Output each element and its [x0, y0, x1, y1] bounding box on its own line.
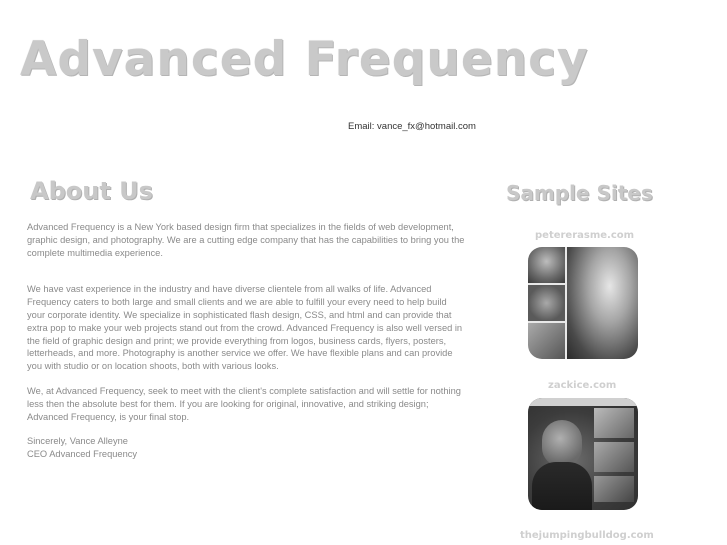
about-heading: About Us [30, 177, 153, 205]
about-content [27, 221, 467, 461]
sample-site-thumbnail-zackice[interactable] [528, 398, 638, 510]
thumbnail-photo [528, 247, 565, 283]
about-paragraph-2: We have vast experience in the industry and have diverse clientele from all walks of life. Advanced Frequency caters to both large and small clients and we are able to fulfill your every need to help build your corporate identity. We specialize in sophisticated flash design, CSS, and html and can provide that extra pop to make your web projects stand out from the crowd. Advanced Frequency is also well versed in the field of graphic design and print; we provide everything from logos, business cards, flyers, posters, letterheads, and more. Photography is another service we offer. We have flexible plans and can provide you with studio or on location shoots, both with various looks. [27, 284, 463, 372]
sample-site-link-petererasme[interactable]: petererasme.com [535, 230, 635, 241]
site-logo[interactable]: Advanced Frequency [20, 32, 589, 87]
sample-site-link-zackice[interactable]: zackice.com [548, 380, 617, 391]
signoff-title: CEO Advanced Frequency [27, 449, 138, 460]
thumbnail-photo [594, 408, 634, 438]
sample-site-thumbnail-petererasme[interactable] [528, 247, 638, 359]
sample-sites-heading: Sample Sites [506, 181, 653, 205]
about-paragraph-1: Advanced Frequency is a New York based design firm that specializes in the fields of web development, graphic design, and photography. We are a cutting edge company that has the capabilities to bring you the complete multimedia experience. [27, 222, 465, 258]
thumbnail-portrait-body [532, 462, 592, 510]
signoff-name: Sincerely, Vance Alleyne [27, 436, 128, 447]
thumbnail-photo [528, 285, 565, 321]
thumbnail-photo [567, 247, 638, 359]
thumbnail-photo [594, 476, 634, 502]
email-link[interactable]: Email: vance_fx@hotmail.com [348, 121, 476, 132]
thumbnail-photo [528, 323, 565, 359]
thumbnail-photo [594, 442, 634, 472]
sample-site-link-thejumpingbulldog[interactable]: thejumpingbulldog.com [520, 530, 654, 541]
thumbnail-header-bar [528, 398, 638, 406]
thumbnail-portrait [542, 420, 582, 466]
about-paragraph-3: We, at Advanced Frequency, seek to meet with the client's complete satisfaction and will settle for nothing less then the absolute best for them. If you are looking for original, innovative, and striking design; Advanced Frequency, is your final stop. [27, 385, 461, 422]
